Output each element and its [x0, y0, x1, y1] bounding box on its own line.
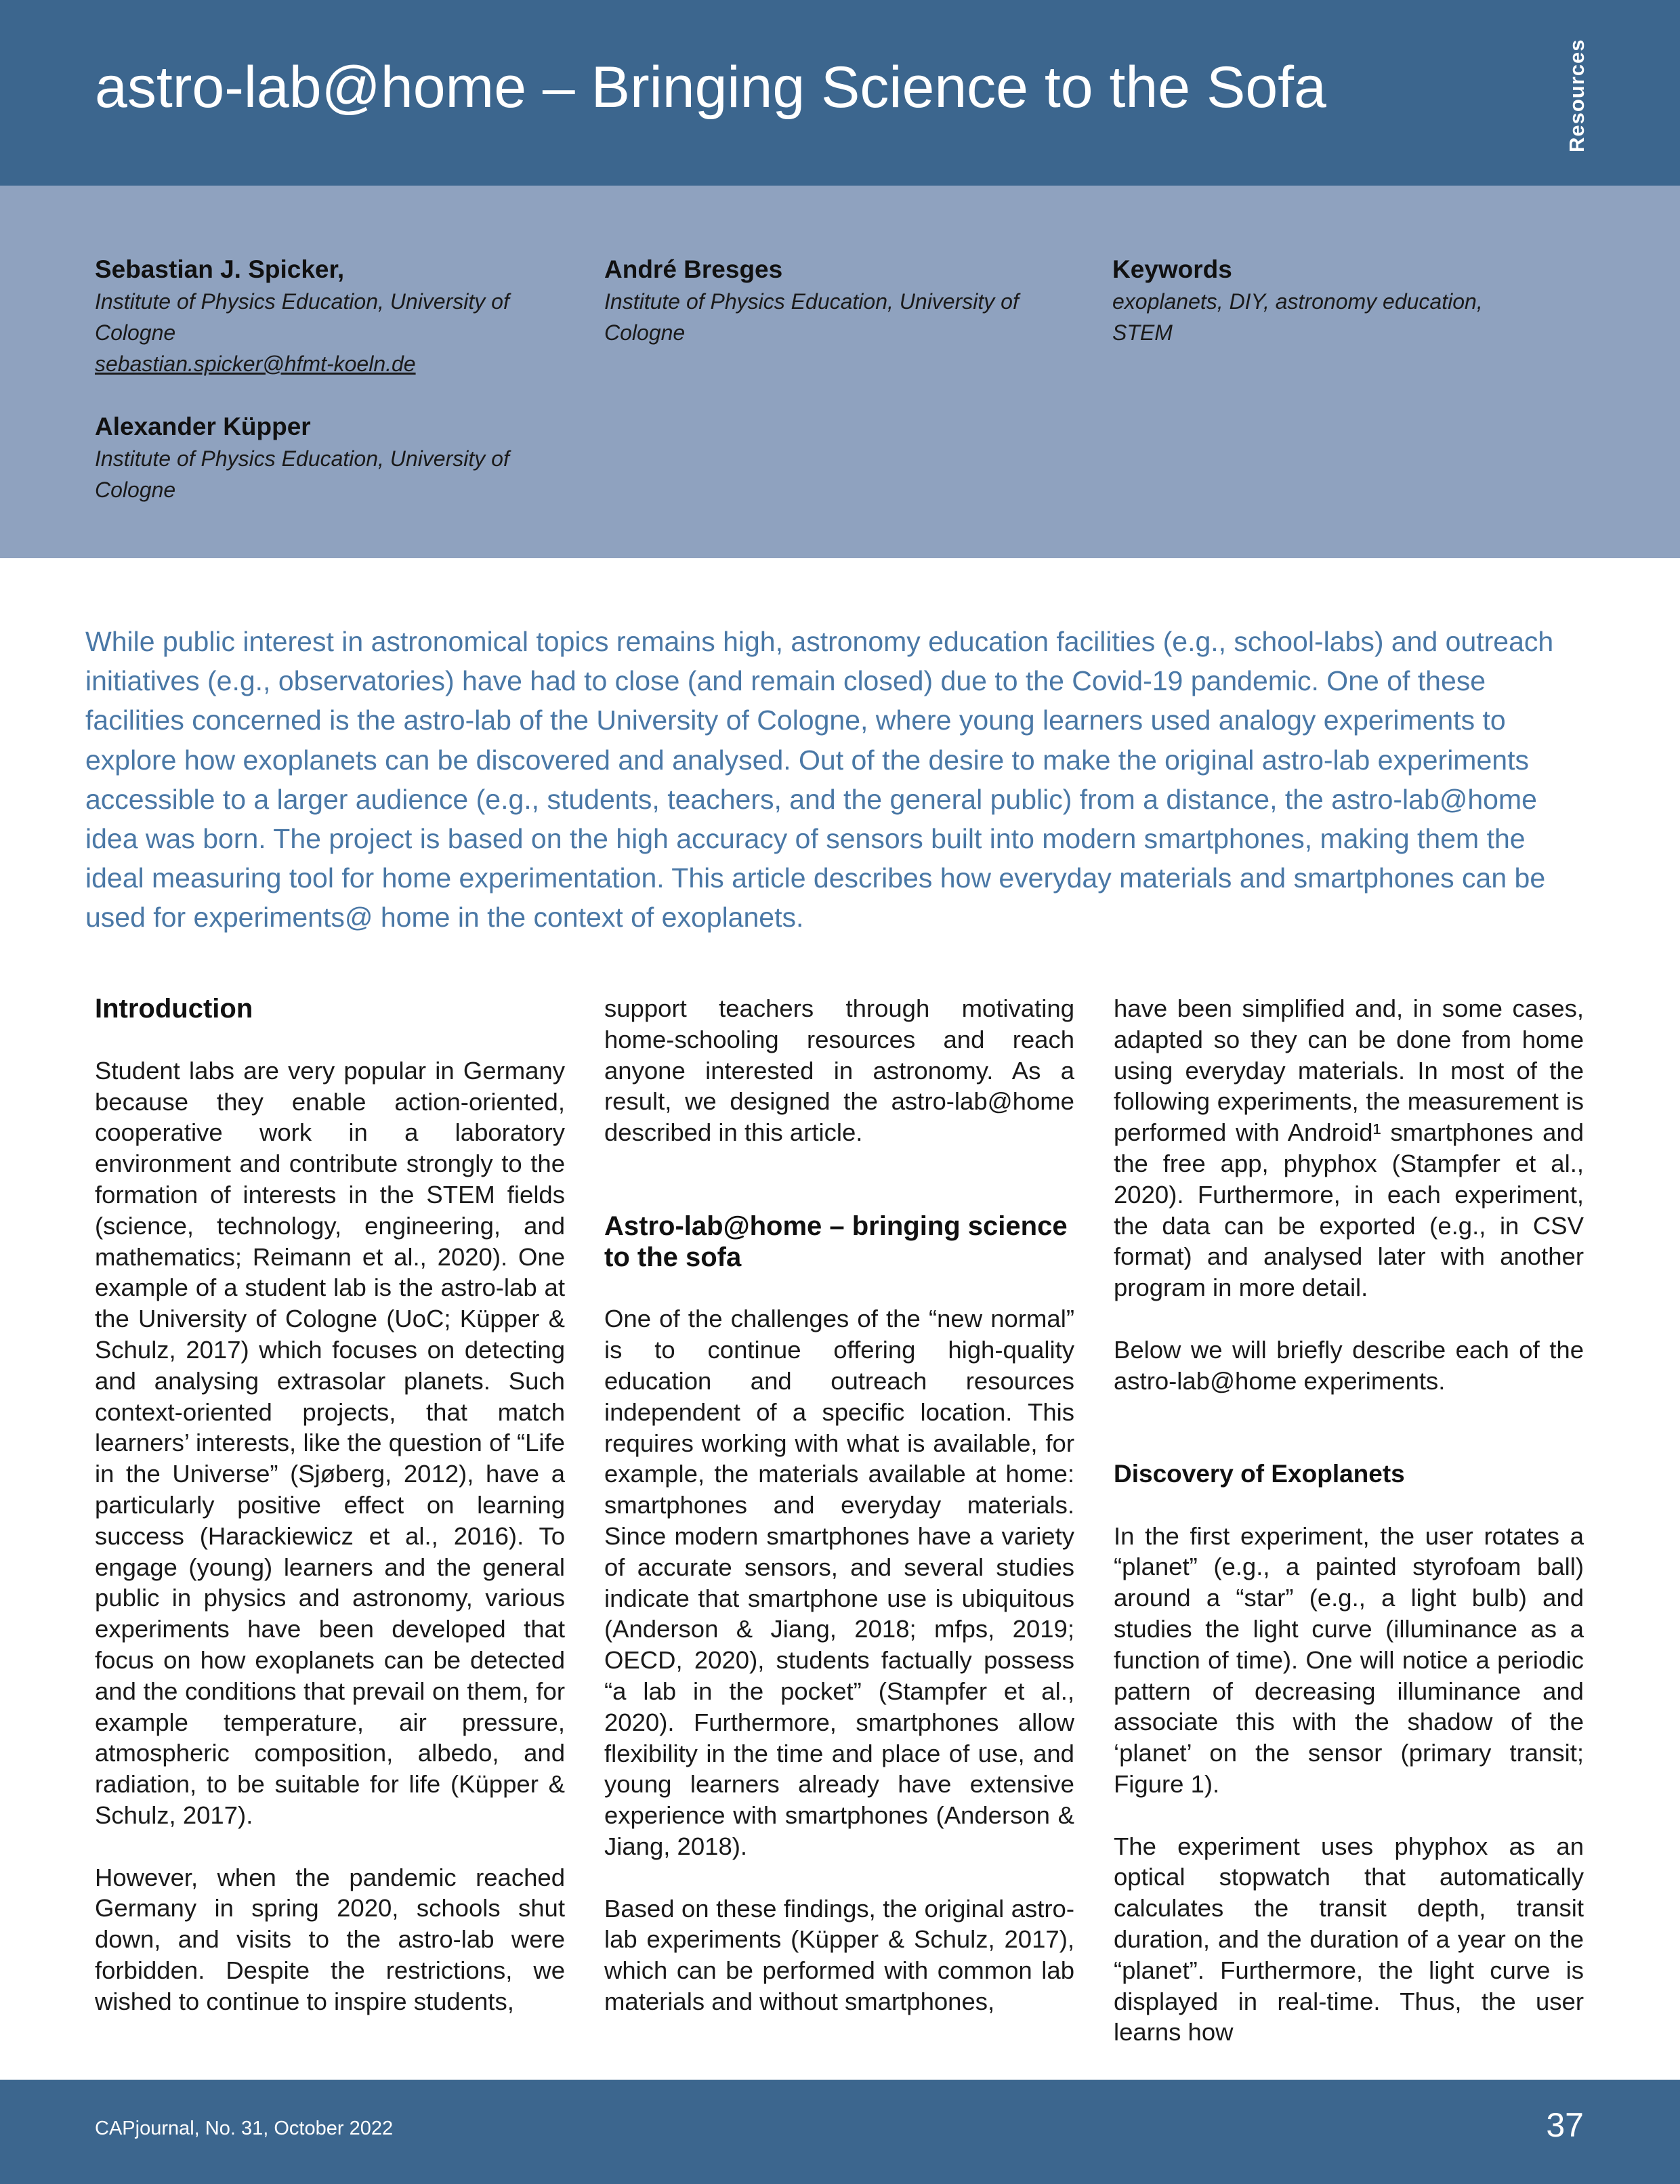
paragraph: Student labs are very popular in Germany because they enable action-oriented, cooperative work in a laboratory environment and contribute strongly to the formation of interests in the STEM fields (science, technology, engineering, and mathematics; Reimann et al., 2020). One example of a student lab is the astro-lab at the University of Cologne (UoC; Küpper & Schulz, 2017) which focuses on detecting and analysing extrasolar planets. Such context-oriented projects, that match learners’ interests, like the question of “Life in the Universe” (Sjøberg, 2012), have a particularly positive effect on learning success (Harackiewicz et al., 2016). To engage (young) learners and the general public in physics and astronomy, various experiments have been developed that focus on how exoplanets can be detected and the conditions that prevail on them, for example temperature, air pressure, atmospheric composition, albedo, and radiation, to be suitable for life (Küpper & Schulz, 2017). — [95, 1056, 565, 1829]
paragraph: support teachers through motivating home-schooling resources and reach anyone interested in astronomy. As a result, we designed the astro-lab@home described in this article. — [604, 994, 1074, 1147]
author-affiliation: Institute of Physics Education, University of Cologne — [604, 289, 1019, 345]
section-label: Resources — [1565, 39, 1589, 152]
keywords-list: exoplanets, DIY, astronomy education, STEM — [1112, 289, 1483, 345]
author-name: André Bresges — [604, 255, 783, 283]
author-name: Alexander Küpper — [95, 413, 311, 440]
keywords-heading: Keywords — [1112, 255, 1232, 283]
text-column-3 — [1114, 993, 1584, 2079]
section-heading-astro-lab-home: Astro-lab@home – bringing science to the sofa — [604, 1211, 1068, 1272]
author-affiliation: Institute of Physics Education, University of Cologne — [95, 289, 509, 345]
text-column-2 — [604, 993, 1074, 2049]
journal-citation: CAPjournal, No. 31, October 2022 — [95, 2118, 394, 2139]
paragraph: One of the challenges of the “new normal” is to continue offering high-quality education and outreach resources independent of a specific location. This requires working with what is available, for example, the materials available at home: smartphones and everyday materials. Since modern smartphones have a variety of accurate sensors, and several studies indicate that smartphone use is ubiquitous (Anderson & Jiang, 2018; mfps, 2019; OECD, 2020), students factually possess “a lab in the pocket” (Stampfer et al., 2020). Furthermore, smartphones allow flexibility in the time and place of use, and young learners already have extensive experience with smartphones (Anderson & Jiang, 2018). — [604, 1305, 1074, 1860]
author-block — [0, 186, 1680, 558]
paragraph: have been simplified and, in some cases, adapted so they can be done from home using everyday materials. In most of the following experiments, the measurement is performed with Android¹ smartphones and the free app, phyphox (Stampfer et al., 2020). Furthermore, in each experiment, the data can be exported (e.g., in CSV format) and analysed later with another program in more detail. — [1114, 994, 1584, 1302]
paragraph: In the first experiment, the user rotates a “planet” (e.g., a painted styrofoam ball) around a “star” (e.g., a light bulb) and studies the light curve (illuminance as a function of time). One will notice a periodic pattern of decreasing illuminance and associate this with the shadow of the ‘planet’ on the sensor (primary transit; Figure 1). — [1114, 1521, 1584, 1798]
abstract: While public interest in astronomical topics remains high, astronomy education facilities (e.g., school-labs) and outreach initiatives (e.g., observatories) have had to close (and remain closed) due to the Covid-19 pandemic. One of these facilities concerned is the astro-lab of the University of Cologne, where young learners used analogy experiments to explore how exoplanets can be discovered and analysed. Out of the desire to make the original astro-lab experiments accessible to a larger audience (e.g., students, teachers, and the general public) from a distance, the astro-lab@home idea was born. The project is based on the high accuracy of sensors built into modern smartphones, making them the ideal measuring tool for home experimentation. This article describes how everyday materials and smartphones can be used for experiments@ home in the context of exoplanets. — [85, 626, 1554, 933]
section-heading-discovery: Discovery of Exoplanets — [1114, 1459, 1405, 1488]
author-name: Sebastian J. Spicker, — [95, 255, 345, 283]
page-footer — [0, 2080, 1680, 2184]
author-column-left — [95, 253, 569, 505]
text-column-1 — [95, 993, 565, 2048]
author-affiliation: Institute of Physics Education, University of Cologne — [95, 446, 509, 502]
paragraph: The experiment uses phyphox as an optical stopwatch that automatically calculates the transit depth, transit duration, and the duration of a year on the “planet”. Furthermore, the light curve is displayed in real-time. Thus, the user learns how — [1114, 1832, 1584, 2046]
paragraph: However, when the pandemic reached Germany in spring 2020, schools shut down, and visits to the astro-lab were forbidden. Despite the restrictions, we wished to continue to inspire students, — [95, 1863, 565, 2015]
keywords-column — [1112, 253, 1532, 348]
paragraph: Below we will briefly describe each of the astro-lab@home experiments. — [1114, 1335, 1584, 1395]
paragraph: Based on these findings, the original astro-lab experiments (Küpper & Schulz, 2017), which can be performed with common lab materials and without smartphones, — [604, 1894, 1074, 2015]
author-email-link[interactable]: sebastian.spicker@hfmt-koeln.de — [95, 352, 416, 376]
author-column-middle — [604, 253, 1078, 348]
section-heading-introduction: Introduction — [95, 994, 253, 1024]
article-title: astro-lab@home – Bringing Science to the Sofa — [95, 55, 1326, 120]
page-number: 37 — [1546, 2106, 1584, 2144]
page-header — [0, 0, 1680, 186]
